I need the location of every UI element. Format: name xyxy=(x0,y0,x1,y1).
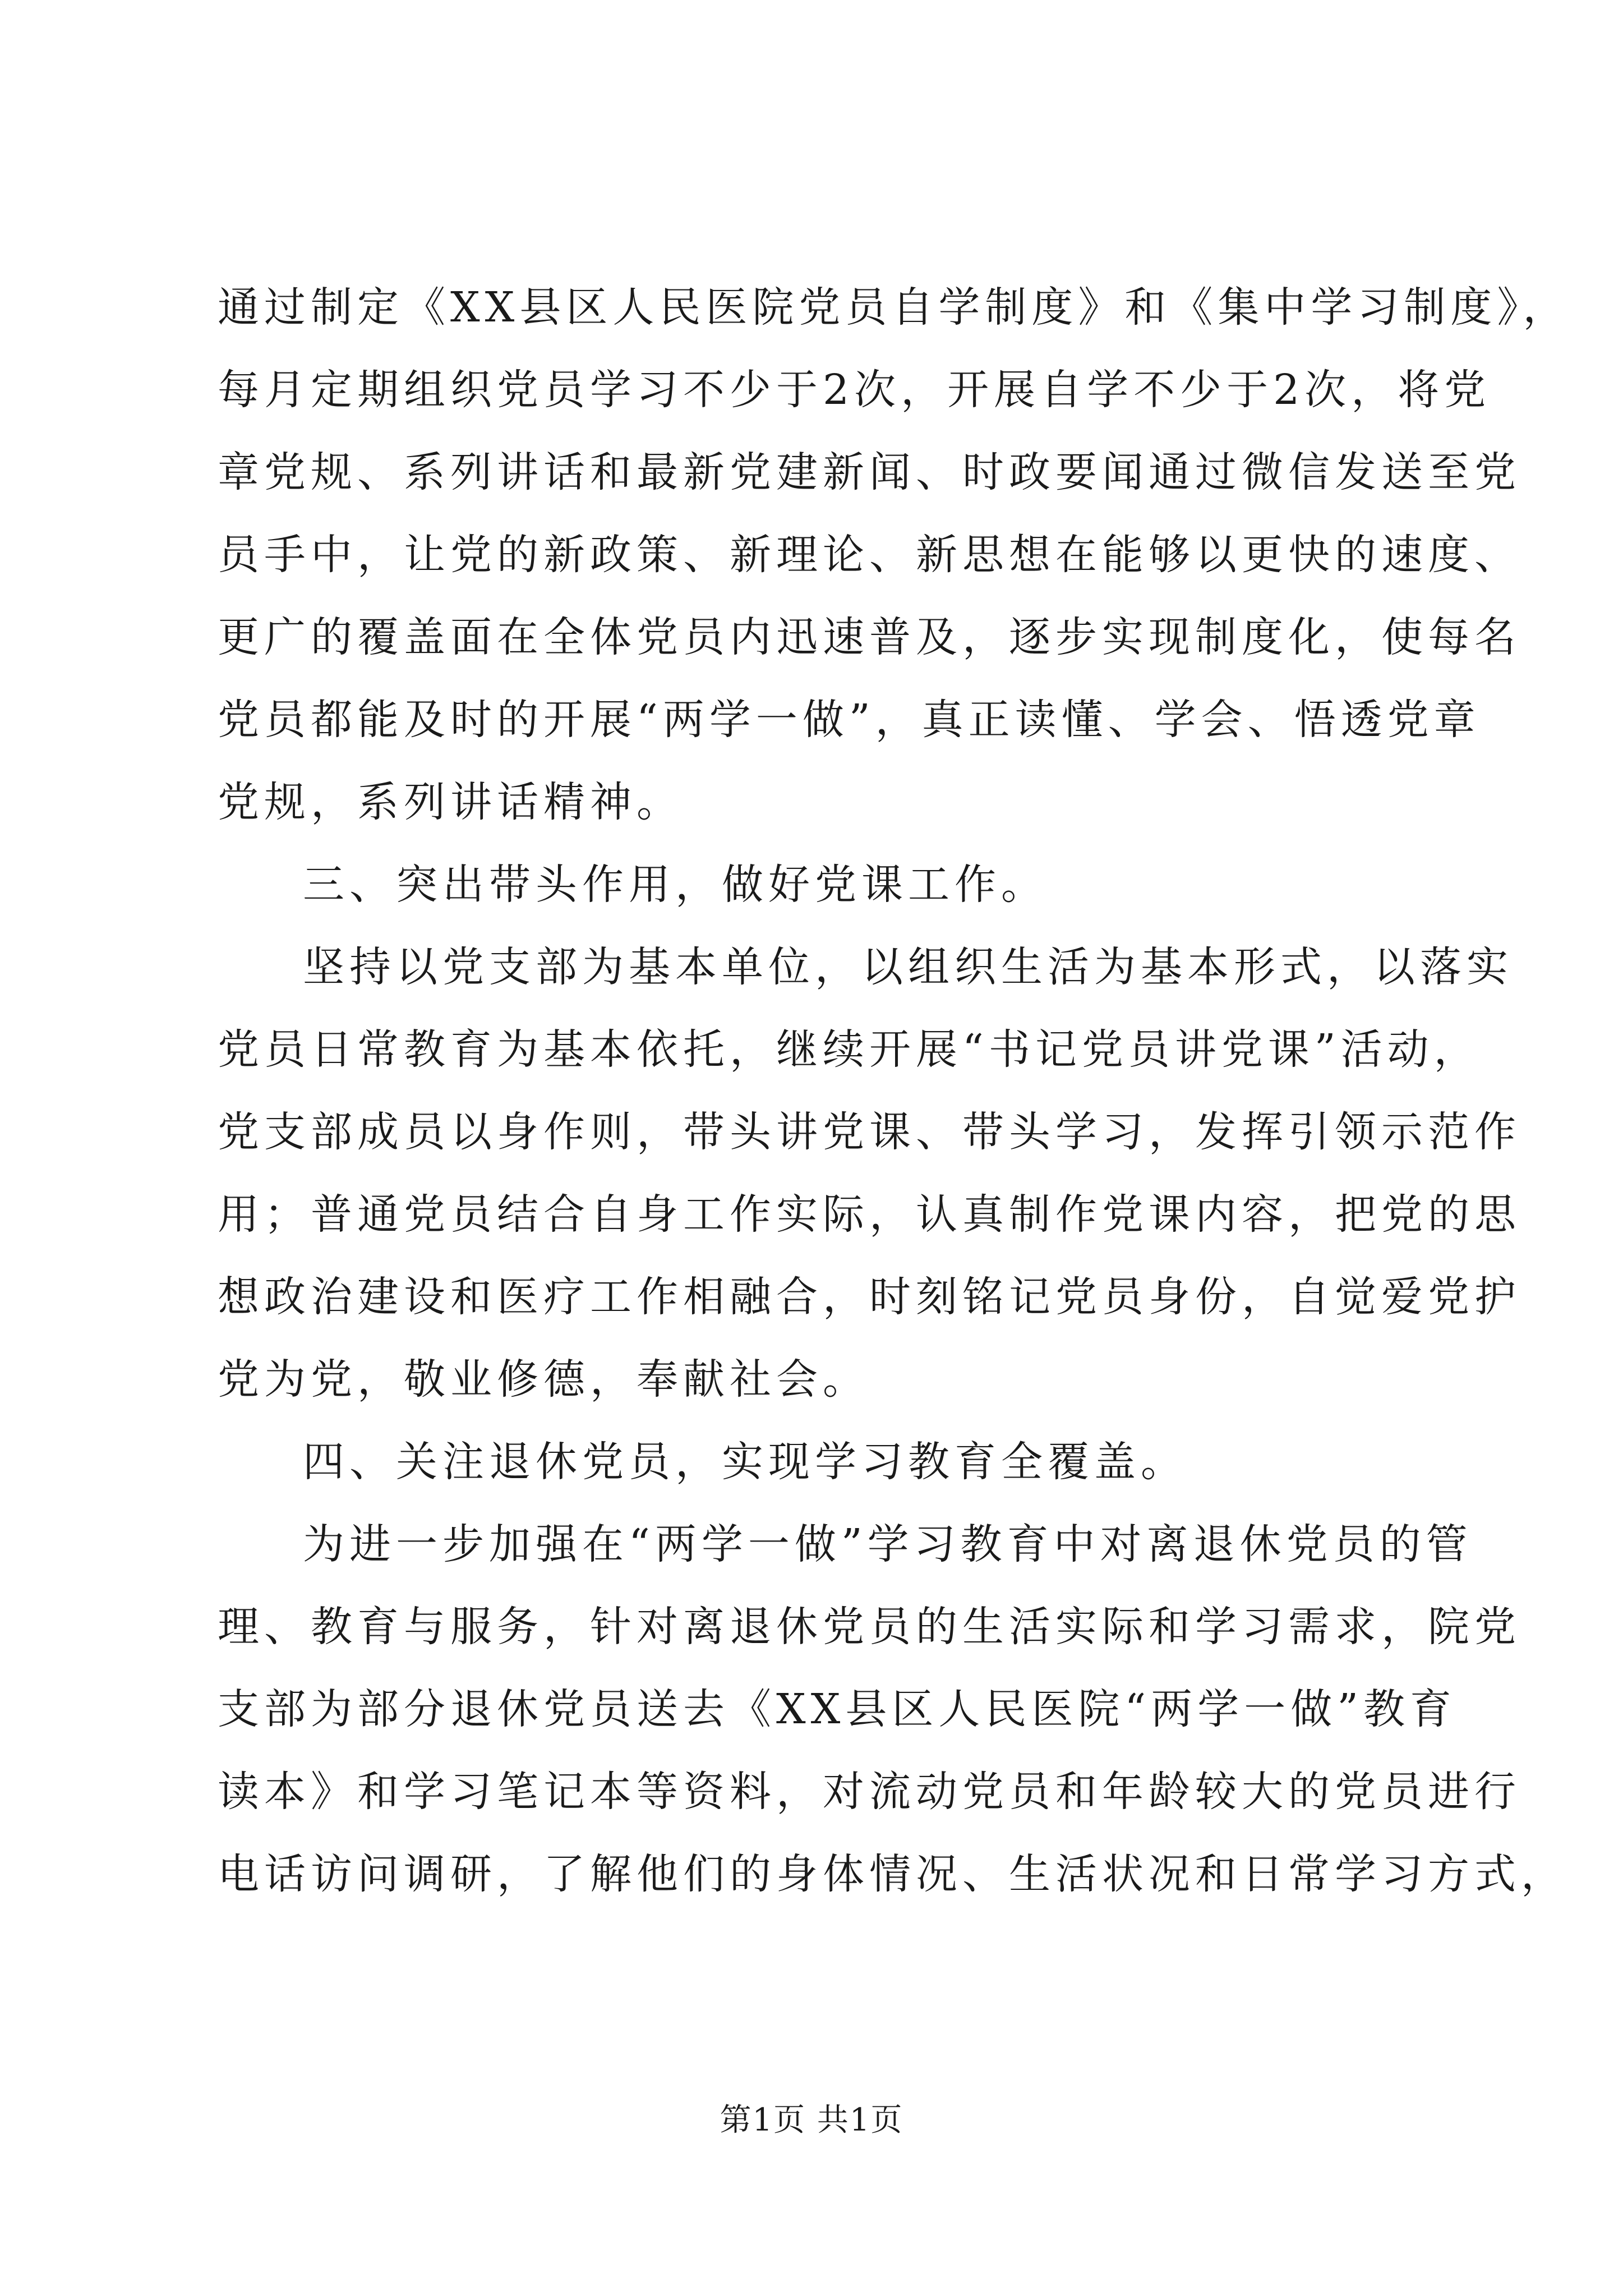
text-line: 用；普通党员结合自身工作实际，认真制作党课内容，把党的思 xyxy=(218,1190,1521,1239)
text-line: 四、关注退休党员，实现学习教育全覆盖。 xyxy=(303,1438,1187,1486)
page-footer: 第1页 共1页 xyxy=(720,2102,903,2138)
text-line: 想政治建设和医疗工作相融合，时刻铭记党员身份，自觉爱党护 xyxy=(218,1273,1521,1321)
text-line: 党员都能及时的开展“两学一做”，真正读懂、学会、悟透党章 xyxy=(218,696,1481,744)
text-line: 更广的覆盖面在全体党员内迅速普及，逐步实现制度化，使每名 xyxy=(218,613,1521,661)
document-body xyxy=(218,266,1570,1916)
text-line: 通过制定《XX县区人民医院党员自学制度》和《集中学习制度》， xyxy=(218,283,1570,332)
text-line: 章党规、系列讲话和最新党建新闻、时政要闻通过微信发送至党 xyxy=(218,448,1521,496)
text-line: 员手中，让党的新政策、新理论、新思想在能够以更快的速度、 xyxy=(218,531,1521,579)
text-line: 党员日常教育为基本依托，继续开展“书记党员讲党课”活动， xyxy=(218,1025,1481,1074)
text-line: 党支部成员以身作则，带头讲党课、带头学习，发挥引领示范作 xyxy=(218,1108,1521,1156)
text-line: 支部为部分退休党员送去《XX县区人民医院“两学一做”教育 xyxy=(218,1685,1457,1733)
text-line: 每月定期组织党员学习不少于2次，开展自学不少于2次，将党 xyxy=(218,366,1491,414)
text-line: 三、突出带头作用，做好党课工作。 xyxy=(303,861,1048,909)
text-line: 理、教育与服务，针对离退休党员的生活实际和学习需求，院党 xyxy=(218,1603,1521,1651)
text-line: 读本》和学习笔记本等资料，对流动党员和年龄较大的党员进行 xyxy=(218,1768,1521,1816)
text-line: 为进一步加强在“两学一做”学习教育中对离退休党员的管 xyxy=(303,1520,1473,1568)
text-line: 电话访问调研，了解他们的身体情况、生活状况和日常学习方式， xyxy=(218,1850,1567,1898)
text-line: 党为党，敬业修德，奉献社会。 xyxy=(218,1355,869,1404)
text-line: 坚持以党支部为基本单位，以组织生活为基本形式，以落实 xyxy=(303,943,1513,991)
text-line: 党规，系列讲话精神。 xyxy=(218,778,683,826)
